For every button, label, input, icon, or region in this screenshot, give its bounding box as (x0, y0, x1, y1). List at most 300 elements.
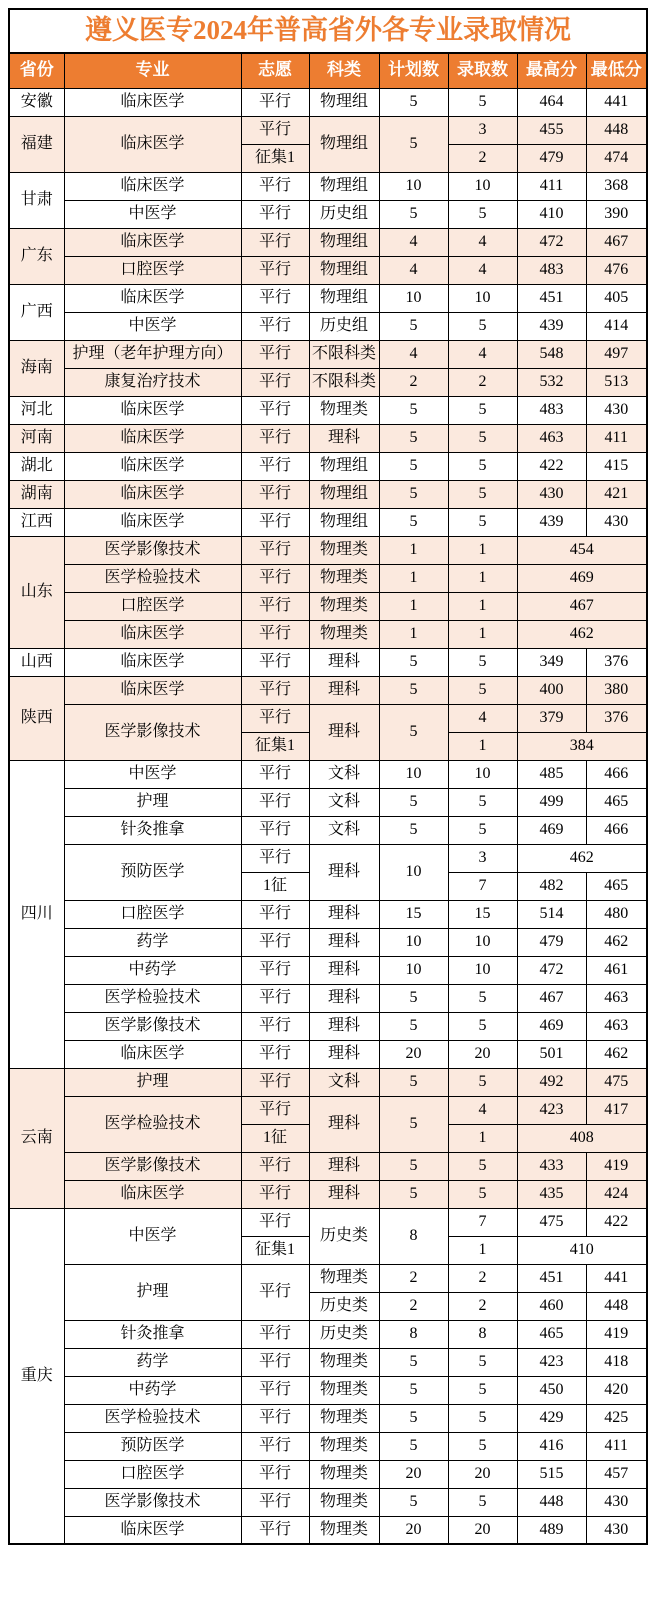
table-cell: 历史组 (309, 312, 379, 340)
table-cell: 5 (379, 1488, 448, 1516)
table-cell: 理科 (309, 984, 379, 1012)
table-cell: 451 (517, 284, 586, 312)
table-cell: 430 (517, 480, 586, 508)
table-cell: 1征 (241, 872, 309, 900)
table-row (9, 1152, 647, 1180)
table-cell: 2 (379, 1264, 448, 1292)
table-cell: 物理组 (309, 452, 379, 480)
table-row (9, 1208, 647, 1236)
table-cell: 430 (586, 396, 647, 424)
table-cell: 中药学 (64, 1376, 241, 1404)
table-cell: 5 (448, 1488, 517, 1516)
table-cell: 410 (517, 1236, 647, 1264)
table-cell: 405 (586, 284, 647, 312)
table-cell: 483 (517, 256, 586, 284)
table-cell: 480 (586, 900, 647, 928)
table-cell: 平行 (241, 1264, 309, 1320)
table-cell: 463 (517, 424, 586, 452)
table-cell: 469 (517, 1012, 586, 1040)
table-cell: 征集1 (241, 144, 309, 172)
table-cell: 5 (448, 1404, 517, 1432)
table-cell: 4 (379, 228, 448, 256)
table-cell: 平行 (241, 1320, 309, 1348)
column-header-7: 最高分 (517, 53, 586, 88)
page-title: 遵义医专2024年普高省外各专业录取情况 (9, 9, 647, 53)
table-cell: 针灸推拿 (64, 1320, 241, 1348)
table-row (9, 592, 647, 620)
table-cell: 平行 (241, 1516, 309, 1544)
table-cell: 物理组 (309, 284, 379, 312)
table-cell: 5 (379, 704, 448, 760)
table-cell: 平行 (241, 1180, 309, 1208)
table-cell: 物理类 (309, 1516, 379, 1544)
table-row (9, 928, 647, 956)
table-cell: 433 (517, 1152, 586, 1180)
table-cell: 5 (448, 788, 517, 816)
table-cell: 中医学 (64, 200, 241, 228)
table-cell: 454 (517, 536, 647, 564)
province-cell: 广西 (9, 284, 64, 340)
table-cell: 平行 (241, 1376, 309, 1404)
table-cell: 2 (448, 1264, 517, 1292)
table-cell: 1 (379, 536, 448, 564)
table-cell: 10 (379, 284, 448, 312)
table-cell: 448 (586, 116, 647, 144)
table-cell: 5 (379, 480, 448, 508)
table-cell: 物理类 (309, 592, 379, 620)
table-cell: 平行 (241, 1348, 309, 1376)
table-cell: 护理 (64, 788, 241, 816)
table-cell: 349 (517, 648, 586, 676)
table-cell: 平行 (241, 984, 309, 1012)
table-cell: 平行 (241, 452, 309, 480)
table-cell: 理科 (309, 1040, 379, 1068)
table-cell: 462 (586, 928, 647, 956)
table-cell: 423 (517, 1348, 586, 1376)
table-cell: 理科 (309, 844, 379, 900)
table-cell: 平行 (241, 1068, 309, 1096)
table-row (9, 1460, 647, 1488)
table-cell: 5 (448, 1432, 517, 1460)
table-cell: 417 (586, 1096, 647, 1124)
table-cell: 1 (448, 732, 517, 760)
table-cell: 平行 (241, 256, 309, 284)
table-cell: 20 (379, 1460, 448, 1488)
table-cell: 410 (517, 200, 586, 228)
admissions-table (8, 8, 648, 1545)
table-cell: 465 (517, 1320, 586, 1348)
table-cell: 20 (448, 1516, 517, 1544)
table-cell: 医学检验技术 (64, 1404, 241, 1432)
table-cell: 2 (379, 368, 448, 396)
table-cell: 医学影像技术 (64, 1152, 241, 1180)
table-row (9, 1376, 647, 1404)
table-cell: 平行 (241, 564, 309, 592)
table-row (9, 844, 647, 872)
table-cell: 462 (586, 1040, 647, 1068)
table-cell: 平行 (241, 1460, 309, 1488)
table-cell: 医学影像技术 (64, 704, 241, 760)
table-cell: 5 (448, 424, 517, 452)
table-cell: 1 (379, 592, 448, 620)
table-cell: 物理类 (309, 1432, 379, 1460)
table-cell: 4 (448, 228, 517, 256)
table-cell: 461 (586, 956, 647, 984)
table-cell: 临床医学 (64, 1516, 241, 1544)
table-cell: 430 (586, 1488, 647, 1516)
table-cell: 411 (586, 1432, 647, 1460)
table-cell: 理科 (309, 1096, 379, 1152)
table-cell: 平行 (241, 1012, 309, 1040)
table-cell: 469 (517, 816, 586, 844)
table-cell: 420 (586, 1376, 647, 1404)
table-cell: 472 (517, 228, 586, 256)
table-row (9, 312, 647, 340)
table-row (9, 956, 647, 984)
table-cell: 489 (517, 1516, 586, 1544)
table-cell: 423 (517, 1096, 586, 1124)
table-cell: 平行 (241, 424, 309, 452)
table-cell: 368 (586, 172, 647, 200)
table-cell: 物理组 (309, 256, 379, 284)
table-row (9, 480, 647, 508)
table-cell: 430 (586, 508, 647, 536)
table-cell: 1 (448, 1236, 517, 1264)
table-cell: 425 (586, 1404, 647, 1432)
table-cell: 临床医学 (64, 116, 241, 172)
province-cell: 海南 (9, 340, 64, 396)
table-cell: 临床医学 (64, 172, 241, 200)
table-cell: 7 (448, 1208, 517, 1236)
column-header-4: 科类 (309, 53, 379, 88)
table-cell: 平行 (241, 676, 309, 704)
table-cell: 平行 (241, 88, 309, 116)
table-cell: 1 (448, 592, 517, 620)
table-cell: 5 (448, 984, 517, 1012)
table-cell: 3 (448, 116, 517, 144)
table-row (9, 816, 647, 844)
table-cell: 平行 (241, 1208, 309, 1236)
table-cell: 物理组 (309, 172, 379, 200)
table-cell: 5 (379, 816, 448, 844)
table-cell: 针灸推拿 (64, 816, 241, 844)
province-cell: 山东 (9, 536, 64, 648)
province-cell: 甘肃 (9, 172, 64, 228)
table-cell: 临床医学 (64, 88, 241, 116)
table-cell: 20 (448, 1460, 517, 1488)
table-row (9, 564, 647, 592)
table-cell: 5 (379, 1348, 448, 1376)
table-cell: 5 (379, 1068, 448, 1096)
table-cell: 医学影像技术 (64, 1012, 241, 1040)
title-row (9, 9, 647, 53)
table-cell: 平行 (241, 536, 309, 564)
table-cell: 平行 (241, 116, 309, 144)
table-row (9, 452, 647, 480)
table-cell: 物理类 (309, 1376, 379, 1404)
province-cell: 江西 (9, 508, 64, 536)
table-cell: 515 (517, 1460, 586, 1488)
table-cell: 中医学 (64, 1208, 241, 1264)
table-cell: 10 (448, 172, 517, 200)
table-cell: 20 (379, 1516, 448, 1544)
table-row (9, 88, 647, 116)
table-cell: 10 (448, 760, 517, 788)
table-cell: 439 (517, 312, 586, 340)
table-cell: 5 (379, 508, 448, 536)
table-cell: 2 (448, 144, 517, 172)
table-cell: 5 (448, 648, 517, 676)
table-cell: 463 (586, 1012, 647, 1040)
table-cell: 8 (379, 1320, 448, 1348)
table-cell: 10 (379, 844, 448, 900)
table-cell: 5 (448, 508, 517, 536)
table-cell: 平行 (241, 760, 309, 788)
table-cell: 10 (379, 956, 448, 984)
table-row (9, 284, 647, 312)
table-cell: 预防医学 (64, 844, 241, 900)
table-row (9, 340, 647, 368)
table-cell: 平行 (241, 200, 309, 228)
table-cell: 临床医学 (64, 284, 241, 312)
table-cell: 平行 (241, 1152, 309, 1180)
table-cell: 理科 (309, 1152, 379, 1180)
table-cell: 5 (379, 116, 448, 172)
table-cell: 理科 (309, 704, 379, 760)
table-cell: 物理类 (309, 1404, 379, 1432)
table-cell: 439 (517, 508, 586, 536)
table-cell: 医学检验技术 (64, 564, 241, 592)
table-cell: 平行 (241, 1488, 309, 1516)
table-cell: 479 (517, 928, 586, 956)
table-cell: 平行 (241, 1432, 309, 1460)
table-cell: 450 (517, 1376, 586, 1404)
table-cell: 平行 (241, 648, 309, 676)
table-cell: 467 (517, 984, 586, 1012)
table-cell: 466 (586, 816, 647, 844)
table-cell: 474 (586, 144, 647, 172)
table-cell: 464 (517, 88, 586, 116)
table-cell: 医学检验技术 (64, 984, 241, 1012)
table-cell: 513 (586, 368, 647, 396)
table-cell: 4 (448, 704, 517, 732)
table-cell: 7 (448, 872, 517, 900)
table-cell: 416 (517, 1432, 586, 1460)
table-cell: 10 (448, 956, 517, 984)
province-cell: 湖南 (9, 480, 64, 508)
province-cell: 湖北 (9, 452, 64, 480)
table-cell: 422 (586, 1208, 647, 1236)
table-cell: 469 (517, 564, 647, 592)
province-cell: 山西 (9, 648, 64, 676)
column-header-2: 专业 (64, 53, 241, 88)
table-cell: 379 (517, 704, 586, 732)
table-cell: 467 (586, 228, 647, 256)
province-cell: 安徽 (9, 88, 64, 116)
table-cell: 平行 (241, 900, 309, 928)
table-row (9, 1516, 647, 1544)
table-row (9, 1096, 647, 1124)
table-cell: 口腔医学 (64, 256, 241, 284)
table-cell: 462 (517, 620, 647, 648)
table-cell: 理科 (309, 900, 379, 928)
table-cell: 414 (586, 312, 647, 340)
table-cell: 415 (586, 452, 647, 480)
table-cell: 物理组 (309, 88, 379, 116)
table-cell: 征集1 (241, 1236, 309, 1264)
table-cell: 455 (517, 116, 586, 144)
province-cell: 四川 (9, 760, 64, 1068)
table-cell: 5 (379, 676, 448, 704)
table-row (9, 116, 647, 144)
table-cell: 平行 (241, 844, 309, 872)
table-cell: 5 (379, 984, 448, 1012)
header-row (9, 53, 647, 88)
table-cell: 5 (448, 676, 517, 704)
table-cell: 1 (448, 536, 517, 564)
table-cell: 501 (517, 1040, 586, 1068)
table-cell: 10 (448, 284, 517, 312)
table-cell: 物理类 (309, 396, 379, 424)
table-cell: 485 (517, 760, 586, 788)
table-cell: 448 (517, 1488, 586, 1516)
table-cell: 平行 (241, 284, 309, 312)
table-cell: 479 (517, 144, 586, 172)
table-cell: 435 (517, 1180, 586, 1208)
table-cell: 5 (379, 1180, 448, 1208)
table-cell: 临床医学 (64, 396, 241, 424)
table-row (9, 508, 647, 536)
table-cell: 历史类 (309, 1292, 379, 1320)
province-cell: 陕西 (9, 676, 64, 760)
table-cell: 1 (448, 1124, 517, 1152)
table-cell: 理科 (309, 956, 379, 984)
table-row (9, 368, 647, 396)
table-row (9, 200, 647, 228)
table-cell: 429 (517, 1404, 586, 1432)
table-cell: 5 (448, 200, 517, 228)
table-row (9, 1320, 647, 1348)
table-cell: 临床医学 (64, 1040, 241, 1068)
table-cell: 平行 (241, 396, 309, 424)
table-cell: 医学影像技术 (64, 536, 241, 564)
table-cell: 平行 (241, 928, 309, 956)
table-cell: 497 (586, 340, 647, 368)
table-cell: 1征 (241, 1124, 309, 1152)
table-cell: 8 (448, 1320, 517, 1348)
table-cell: 征集1 (241, 732, 309, 760)
table-cell: 5 (379, 1012, 448, 1040)
table-cell: 514 (517, 900, 586, 928)
table-cell: 5 (379, 200, 448, 228)
table-cell: 441 (586, 88, 647, 116)
table-cell: 中药学 (64, 956, 241, 984)
table-cell: 康复治疗技术 (64, 368, 241, 396)
table-cell: 平行 (241, 956, 309, 984)
table-cell: 422 (517, 452, 586, 480)
table-cell: 物理组 (309, 508, 379, 536)
table-cell: 460 (517, 1292, 586, 1320)
table-cell: 物理组 (309, 116, 379, 172)
table-cell: 5 (448, 1376, 517, 1404)
table-cell: 临床医学 (64, 620, 241, 648)
table-cell: 419 (586, 1320, 647, 1348)
table-cell: 物理类 (309, 620, 379, 648)
table-cell: 20 (448, 1040, 517, 1068)
table-row (9, 1264, 647, 1292)
table-cell: 平行 (241, 1404, 309, 1432)
table-cell: 451 (517, 1264, 586, 1292)
table-cell: 口腔医学 (64, 1460, 241, 1488)
table-cell: 5 (379, 1432, 448, 1460)
table-cell: 物理组 (309, 228, 379, 256)
table-cell: 平行 (241, 592, 309, 620)
table-cell: 430 (586, 1516, 647, 1544)
table-cell: 临床医学 (64, 648, 241, 676)
table-row (9, 788, 647, 816)
table-cell: 物理类 (309, 564, 379, 592)
table-cell: 平行 (241, 312, 309, 340)
table-cell: 中医学 (64, 760, 241, 788)
table-cell: 10 (379, 760, 448, 788)
table-cell: 2 (448, 368, 517, 396)
table-cell: 平行 (241, 508, 309, 536)
table-cell: 物理类 (309, 1264, 379, 1292)
table-cell: 物理类 (309, 1348, 379, 1376)
table-cell: 15 (379, 900, 448, 928)
table-cell: 441 (586, 1264, 647, 1292)
table-cell: 448 (586, 1292, 647, 1320)
table-cell: 5 (379, 452, 448, 480)
table-cell: 462 (517, 844, 647, 872)
table-cell: 临床医学 (64, 228, 241, 256)
table-cell: 483 (517, 396, 586, 424)
table-cell: 465 (586, 872, 647, 900)
table-cell: 不限科类 (309, 368, 379, 396)
table-cell: 5 (379, 1376, 448, 1404)
table-cell: 平行 (241, 704, 309, 732)
table-cell: 理科 (309, 1012, 379, 1040)
table-cell: 5 (448, 816, 517, 844)
province-cell: 重庆 (9, 1208, 64, 1544)
table-cell: 475 (517, 1208, 586, 1236)
table-cell: 历史类 (309, 1320, 379, 1348)
table-cell: 532 (517, 368, 586, 396)
table-cell: 历史组 (309, 200, 379, 228)
table-row (9, 1348, 647, 1376)
province-cell: 广东 (9, 228, 64, 284)
table-cell: 4 (379, 256, 448, 284)
table-cell: 物理类 (309, 1488, 379, 1516)
table-cell: 口腔医学 (64, 900, 241, 928)
table-cell: 463 (586, 984, 647, 1012)
table-cell: 药学 (64, 928, 241, 956)
table-cell: 历史类 (309, 1208, 379, 1264)
table-cell: 465 (586, 788, 647, 816)
table-cell: 466 (586, 760, 647, 788)
table-cell: 5 (448, 452, 517, 480)
table-cell: 400 (517, 676, 586, 704)
table-row (9, 1012, 647, 1040)
table-cell: 20 (379, 1040, 448, 1068)
table-cell: 376 (586, 648, 647, 676)
province-cell: 福建 (9, 116, 64, 172)
column-header-5: 计划数 (379, 53, 448, 88)
table-cell: 467 (517, 592, 647, 620)
table-cell: 476 (586, 256, 647, 284)
table-cell: 548 (517, 340, 586, 368)
table-row (9, 396, 647, 424)
